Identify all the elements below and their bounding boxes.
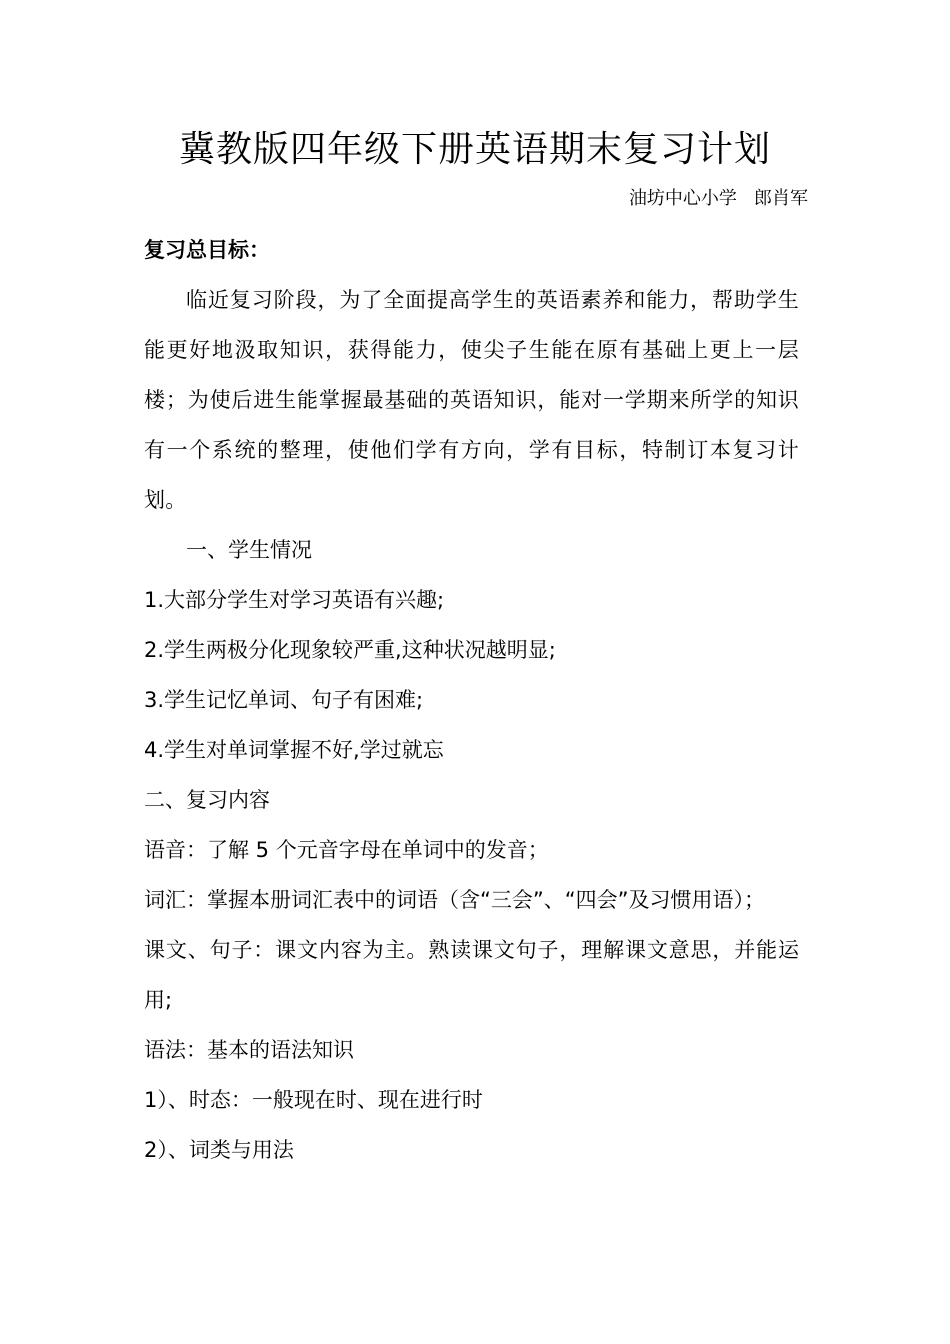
grammar-subitem: 2）、词类与用法 — [144, 1138, 294, 1162]
goal-paragraph: 临近复习阶段，为了全面提高学生的英语素养和能力，帮助学生能更好地汲取知识，获得能力，使尖子生能在原有基础上更上一层楼；为使后进生能掌握最基础的英语知识，能对一学期来所学的知识有一个系统的整理，使他们学有方向，学有目标，特制订本复习计划。 — [144, 288, 799, 512]
grammar-item: 语法：基本的语法知识 — [144, 1038, 354, 1062]
goal-heading: 复习总目标： — [144, 238, 270, 262]
document-body — [144, 225, 799, 1175]
section-heading-students: 一、学生情况 — [186, 538, 312, 562]
texts-item: 课文、句子：课文内容为主。熟读课文句子，理解课文意思，并能运用; — [144, 938, 799, 1012]
author-line: 油坊中心小学 郎肖军 — [628, 188, 808, 209]
grammar-subitem: 1）、时态：一般现在时、现在进行时 — [144, 1088, 483, 1112]
section-heading-content: 二、复习内容 — [144, 788, 270, 812]
list-item: 1.大部分学生对学习英语有兴趣; — [144, 588, 445, 612]
list-item: 2.学生两极分化现象较严重,这种状况越明显; — [144, 638, 556, 662]
list-item: 4.学生对单词掌握不好,学过就忘 — [144, 738, 444, 762]
list-item: 3.学生记忆单词、句子有困难; — [144, 688, 424, 712]
document-title: 冀教版四年级下册英语期末复习计划 — [178, 129, 771, 170]
pronunciation-item: 语音：了解 5 个元音字母在单词中的发音； — [144, 838, 549, 862]
vocabulary-item: 词汇：掌握本册词汇表中的词语（含“三会”、“四会”及习惯用语）； — [144, 888, 766, 912]
